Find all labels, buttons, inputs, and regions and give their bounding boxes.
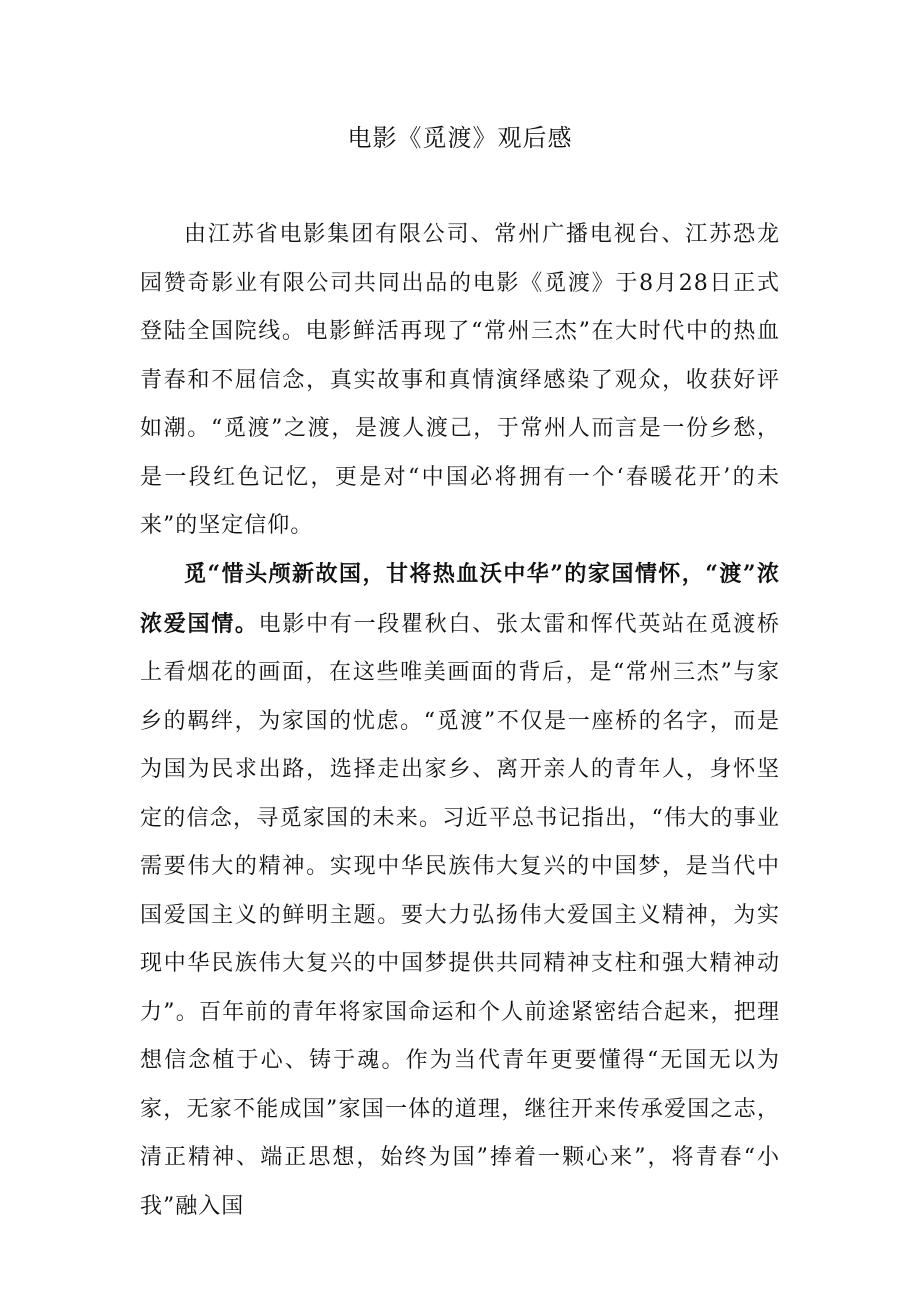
paragraph-2-lead: 觅“惜头颅新故国，甘将热血沃中华”的家国情怀，“渡”浓浓爱国情。	[140, 561, 780, 637]
paragraph-1-text: 由江苏省电影集团有限公司、常州广播电视台、江苏恐龙园赞奇影业有限公司共同出品的电影《觅渡》于8月28日正式登陆全国院线。电影鲜活再现了“常州三杰”在大时代中的热血青春和不屈信念，真实故事和真情演绎感染了观众，收获好评如潮。“觅渡”之渡，是渡人渡己，于常州人而言是一份乡愁，是一段红色记忆，更是对“中国必将拥有一个‘春暖花开’的未来”的坚定信仰。	[140, 222, 780, 538]
document-title: 电影《觅渡》观后感	[347, 124, 573, 152]
paragraph-2-text: 电影中有一段瞿秋白、张太雷和恽代英站在觅渡桥上看烟花的画面，在这些唯美画面的背后，是“常州三杰”与家乡的羁绊，为家国的忧虑。“觅渡”不仅是一座桥的名字，而是为国为民求出路，选择走出家乡、离开亲人的青年人，身怀坚定的信念，寻觅家国的未来。习近平总书记指出，“伟大的事业需要伟大的精神。实现中华民族伟大复兴的中国梦，是当代中国爱国主义的鲜明主题。要大力弘扬伟大爱国主义精神，为实现中华民族伟大复兴的中国梦提供共同精神支柱和强大精神动力”。百年前的青年将家国命运和个人前途紧密结合起来，把理想信念植于心、铸于魂。作为当代青年更要懂得“无国无以为家，无家不能成国”家国一体的道理，继往开来传承爱国之志，清正精神、端正思想，始终为国”捧着一颗心来”，将青春“小我”融入国	[140, 611, 780, 1219]
paragraph-2	[140, 550, 780, 1231]
paragraph-1	[140, 211, 780, 551]
